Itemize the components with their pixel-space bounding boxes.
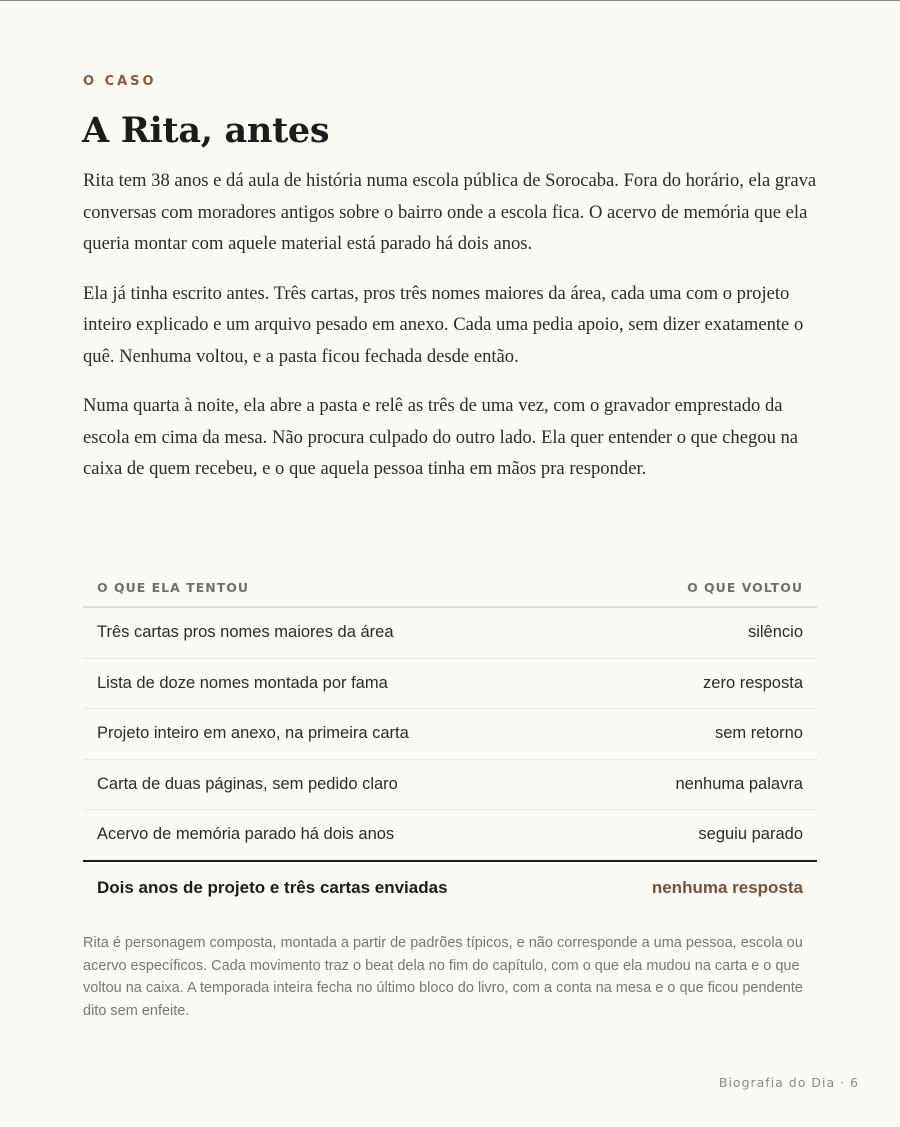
ledger-row	[83, 760, 817, 811]
header-attempt: O QUE ELA TENTOU	[97, 579, 250, 595]
paragraph: Rita tem 38 anos e dá aula de história numa escola pública de Sorocaba. Fora do horário, ela grava conversas com moradores antigos sobre o bairro onde a escola fica. O acervo de memória que ela queria montar com aquele material está parado há dois anos.	[83, 170, 817, 254]
ledger-row	[83, 810, 817, 862]
page-footer: Biografia do Dia · 6	[718, 1075, 859, 1090]
row-attempt: Três cartas pros nomes maiores da área	[97, 623, 394, 642]
ledger-header	[83, 568, 817, 608]
section-eyebrow: O CASO	[83, 74, 157, 89]
ledger-row	[83, 659, 817, 710]
row-attempt: Projeto inteiro em anexo, na primeira carta	[97, 724, 409, 743]
row-result: sem retorno	[714, 724, 803, 743]
section-title: A Rita, antes	[82, 110, 330, 151]
paragraph: Ela já tinha escrito antes. Três cartas, pros três nomes maiores da área, cada uma com o projeto inteiro explicado e um arquivo pesado em anexo. Cada uma pedia apoio, sem dizer exatamente o quê. Nenhuma voltou, e a pasta ficou fechada desde então.	[83, 282, 804, 367]
case-narrative	[83, 165, 818, 503]
total-attempt: Dois anos de projeto e três cartas enviadas	[97, 877, 448, 897]
ledger-row	[83, 709, 817, 760]
attempts-ledger	[83, 568, 817, 914]
top-rule	[0, 0, 900, 1]
row-result: silêncio	[747, 623, 803, 642]
total-result: nenhuma resposta	[651, 877, 803, 897]
ledger-total-row	[83, 862, 817, 914]
ledger-row	[83, 608, 817, 659]
row-attempt: Acervo de memória parado há dois anos	[97, 825, 395, 844]
paragraph: Numa quarta à noite, ela abre a pasta e relê as três de uma vez, com o gravador emprestado da escola em cima da mesa. Não procura culpado do outro lado. Ela quer entender o que chegou na caixa de quem recebeu, e o que aquela pessoa tinha em mãos pra responder.	[83, 395, 799, 479]
row-result: zero resposta	[703, 673, 803, 692]
row-attempt: Carta de duas páginas, sem pedido claro	[97, 774, 398, 793]
row-attempt: Lista de doze nomes montada por fama	[97, 673, 388, 692]
header-result: O QUE VOLTOU	[687, 579, 803, 595]
row-result: nenhuma palavra	[675, 774, 803, 793]
row-result: seguiu parado	[698, 825, 803, 844]
footnote: Rita é personagem composta, montada a partir de padrões típicos, e não corresponde a uma pessoa, escola ou acervo específicos. Cada movimento traz o beat dela no fim do capítulo, com o que ela mudou na carta e o que voltou na caixa. A temporada inteira fecha no último bloco do livro, com a conta na mesa e o que ficou pendente dito sem enfeite.	[83, 935, 803, 1019]
